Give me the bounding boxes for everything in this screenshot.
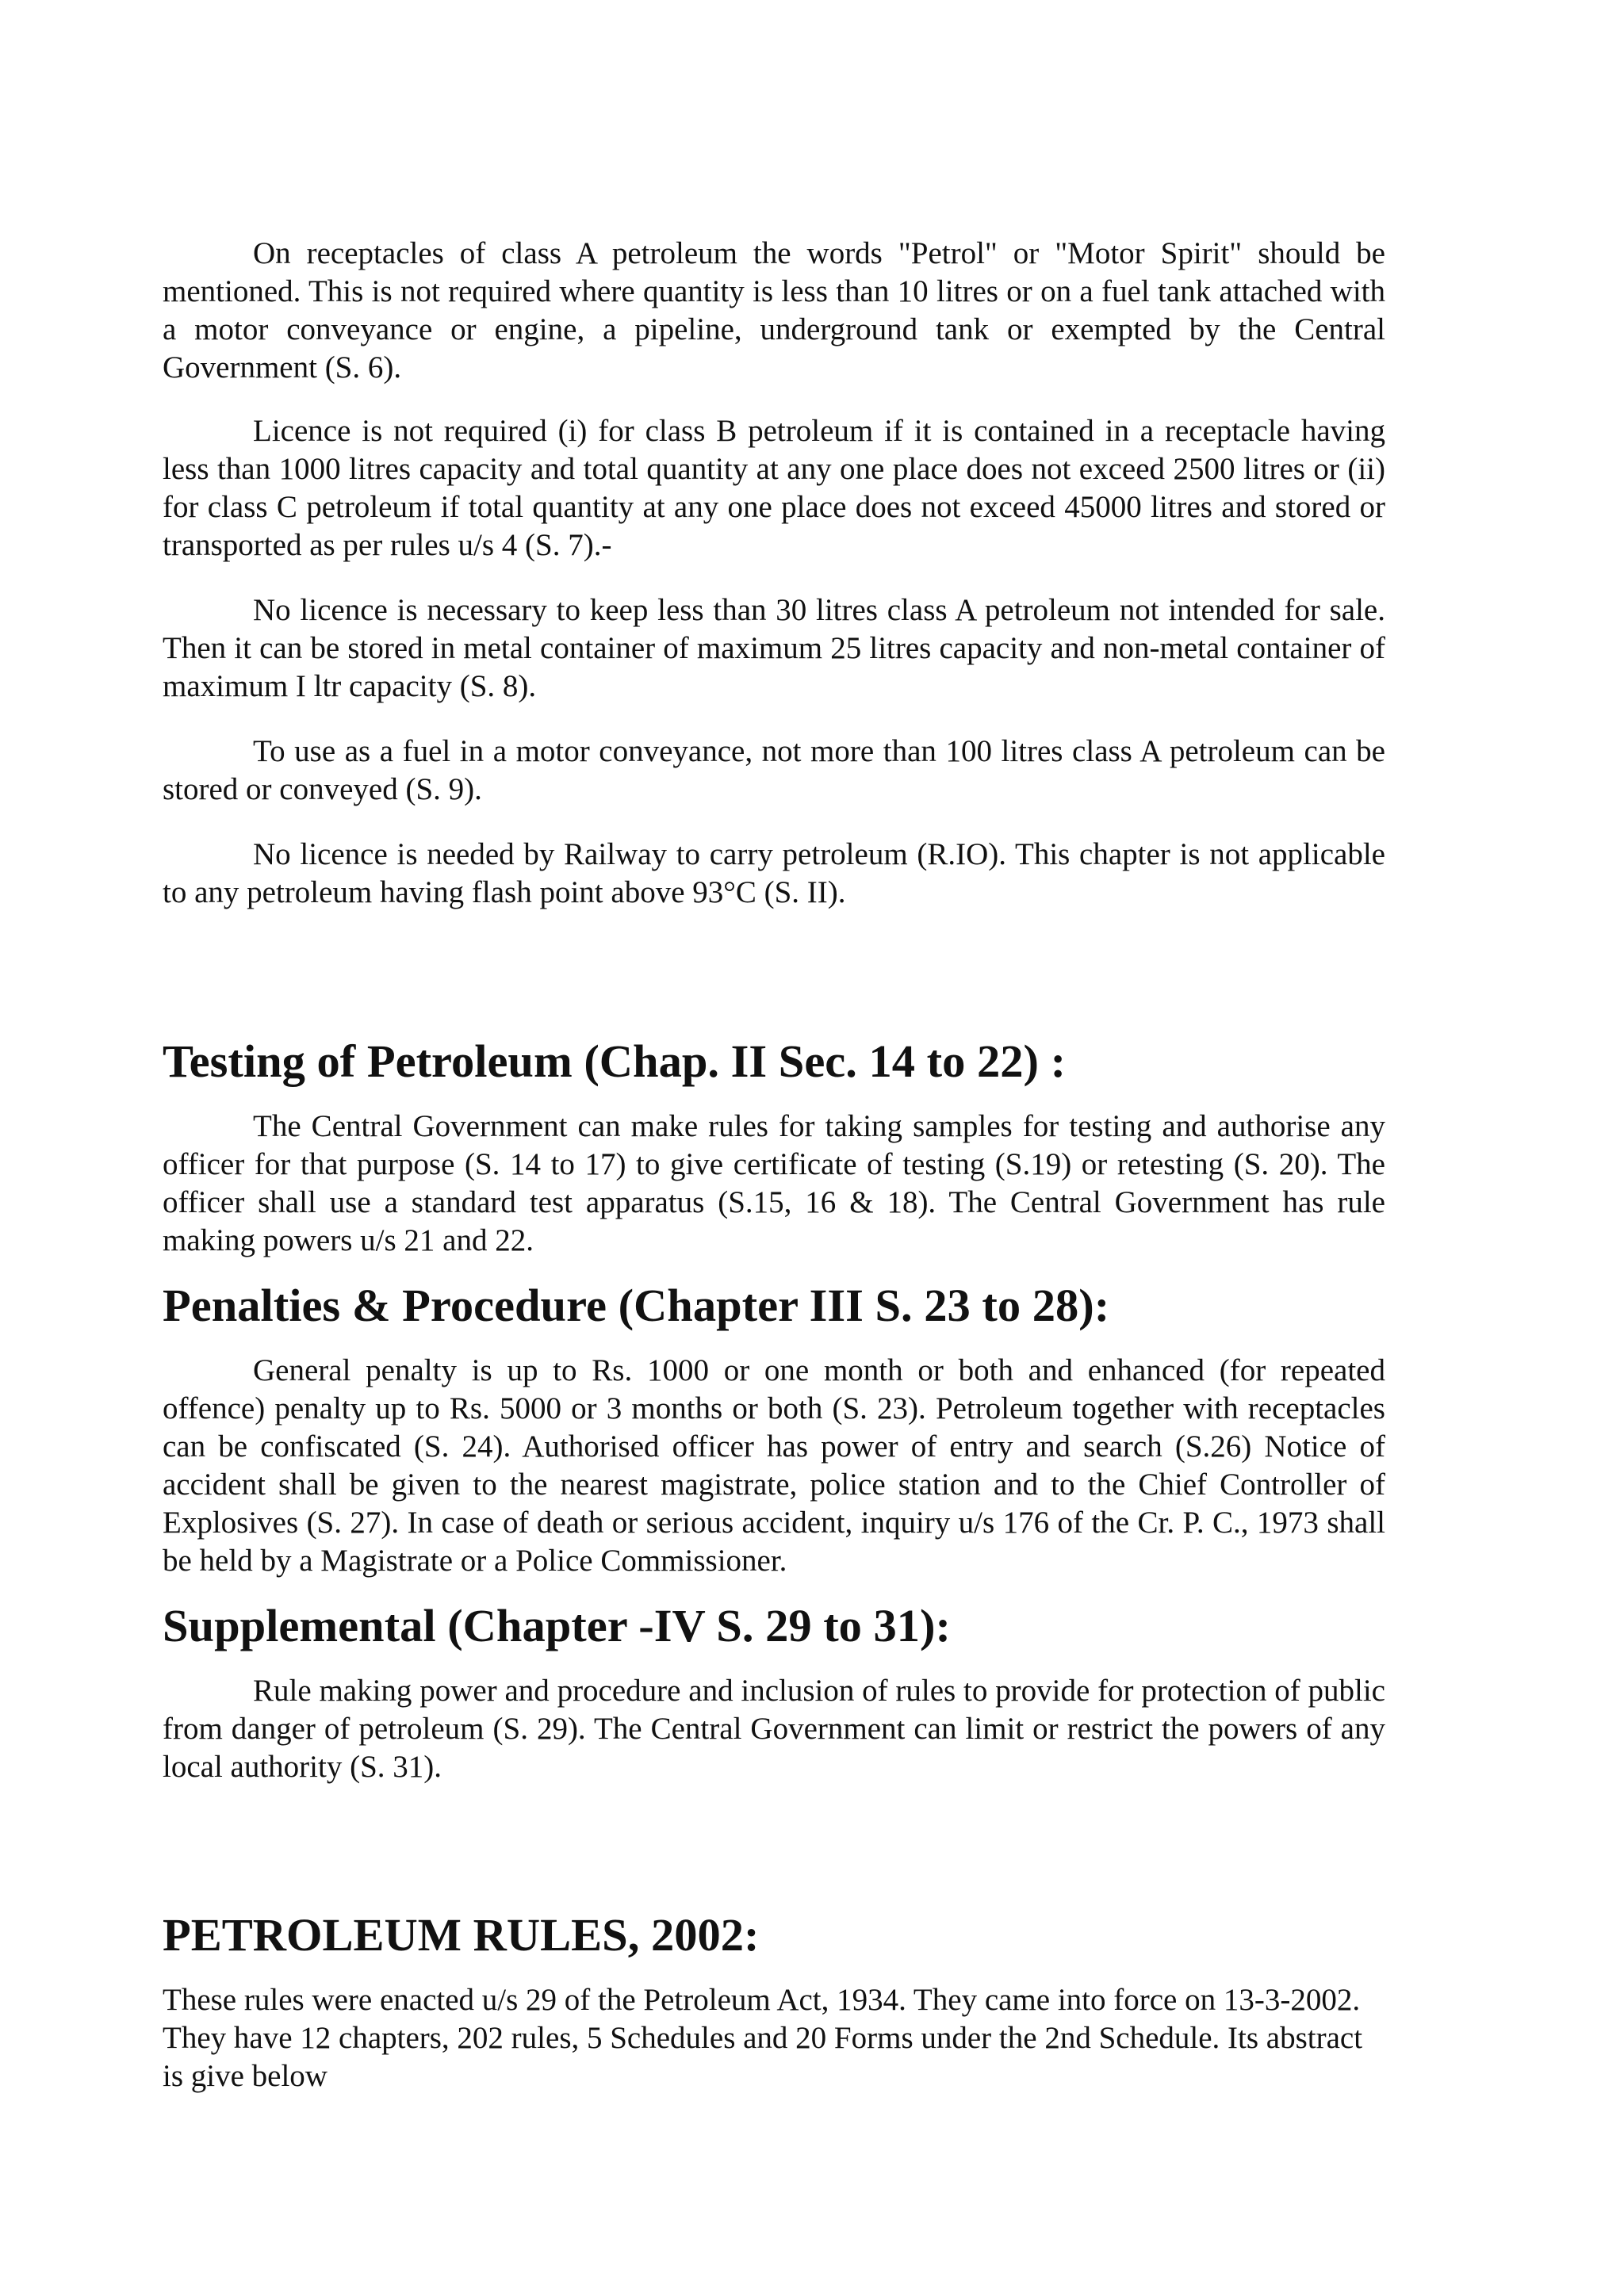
paragraph-motor-fuel: To use as a fuel in a motor conveyance, not more than 100 litres class A petroleum can be stored or conveyed (S. 9). (163, 734, 1385, 806)
paragraph-penalties: General penalty is up to Rs. 1000 or one month or both and enhanced (for repeated offence) penalty up to Rs. 5000 or 3 months or both (S. 23). Petroleum together with receptacles can be confiscated (S. 24). Authorised officer has power of entry and search (S.26) Notice of accident shall be given to the nearest magistrate, police station and to the Chief Controller of Explosives (S. 27). In case of death or serious accident, inquiry u/s 176 of the Cr. P. C., 1973 shall be held by a Magistrate or a Police Commissioner. (163, 1353, 1385, 1578)
heading-penalties-procedure: Penalties & Procedure (Chapter III S. 23 to 28): (163, 1280, 1110, 1331)
heading-testing-of-petroleum: Testing of Petroleum (Chap. II Sec. 14 to 22) : (163, 1035, 1067, 1087)
paragraph-rules-abstract: These rules were enacted u/s 29 of the Petroleum Act, 1934. They came into force on 13-3-2002. They have 12 chapters, 202 rules, 5 Schedules and 20 Forms under the 2nd Schedule. Its abstract is give below (163, 1983, 1363, 2093)
heading-petroleum-rules-2002: PETROLEUM RULES, 2002: (163, 1909, 760, 1961)
paragraph-supplemental: Rule making power and procedure and inclusion of rules to provide for protection of public from danger of petroleum (S. 29). The Central Government can limit or restrict the powers of any local authority (S. 31). (163, 1674, 1385, 1784)
document-page (163, 235, 1385, 2095)
paragraph-class-a-storage: No licence is necessary to keep less than 30 litres class A petroleum not intended for sale. Then it can be stored in metal container of maximum 25 litres capacity and non-metal container of maximum I ltr capacity (S. 8). (163, 593, 1385, 703)
paragraph-receptacle-marking: On receptacles of class A petroleum the words "Petrol" or "Motor Spirit" should be mentioned. This is not required where quantity is less than 10 litres or on a fuel tank attached with a motor conveyance or engine, a pipeline, underground tank or exempted by the Central Government (S. 6). (163, 236, 1385, 385)
paragraph-licence-not-required: Licence is not required (i) for class B petroleum if it is contained in a receptacle having less than 1000 litres capacity and total quantity at any one place does not exceed 2500 litres or (ii) for class C petroleum if total quantity at any one place does not exceed 45000 litres and stored or transported as per rules u/s 4 (S. 7).- (163, 414, 1385, 562)
heading-supplemental: Supplemental (Chapter -IV S. 29 to 31): (163, 1600, 952, 1651)
paragraph-railway-exemption: No licence is needed by Railway to carry petroleum (R.IO). This chapter is not applicable to any petroleum having flash point above 93°C (S. II). (163, 837, 1385, 909)
paragraph-testing-rules: The Central Government can make rules for taking samples for testing and authorise any officer for that purpose (S. 14 to 17) to give certificate of testing (S.19) or retesting (S. 20). The officer shall use a standard test apparatus (S.15, 16 & 18). The Central Government has rule making powers u/s 21 and 22. (163, 1109, 1385, 1257)
